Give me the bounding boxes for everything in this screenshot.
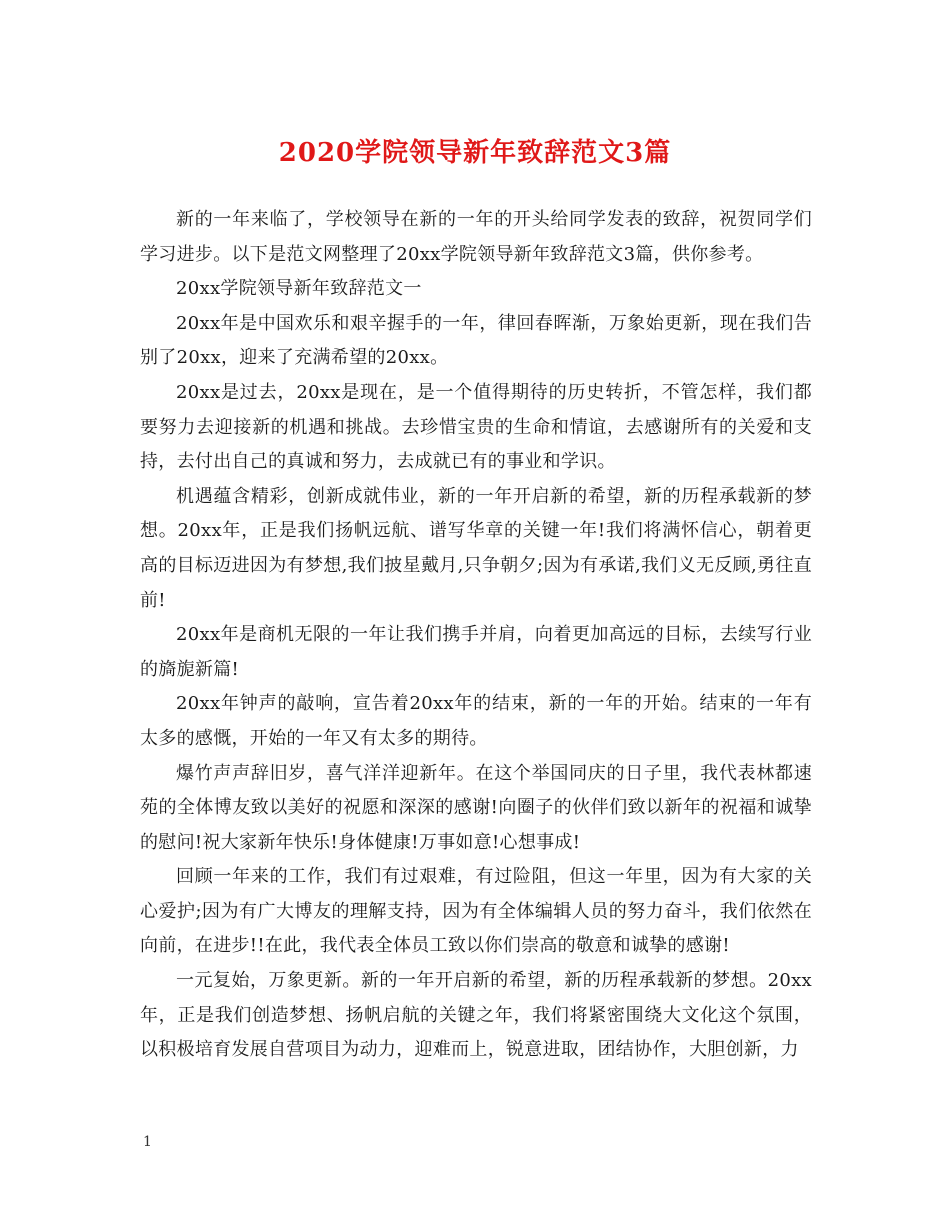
section-heading: 20xx学院领导新年致辞范文一 xyxy=(176,278,422,300)
paragraph-intro: 新的一年来临了，学校领导在新的一年的开头给同学发表的致辞，祝贺同学们学习进步。以下是范文网整理了20xx学院领导新年致辞范文3篇，供你参考。 xyxy=(140,209,812,265)
paragraph: 20xx是过去，20xx是现在，是一个值得期待的历史转折，不管怎样，我们都要努力去迎接新的机遇和挑战。去珍惜宝贵的生命和情谊，去感谢所有的关爱和支持，去付出自己的真诚和努力，去成就已有的事业和学识。 xyxy=(140,381,812,473)
paragraph: 20xx年是商机无限的一年让我们携手并肩，向着更加高远的目标，去续写行业的旖旎新篇! xyxy=(140,624,812,680)
paragraph: 一元复始，万象更新。新的一年开启新的希望，新的历程承载新的梦想。20xx年，正是我们创造梦想、扬帆启航的关键之年，我们将紧密围绕大文化这个氛围，以积极培育发展自营项目为动力，迎难而上，锐意进取，团结协作，大胆创新，力 xyxy=(140,970,812,1061)
paragraph: 20xx年钟声的敲响，宣告着20xx年的结束，新的一年的开始。结束的一年有太多的感慨，开始的一年又有太多的期待。 xyxy=(140,693,812,749)
paragraph: 爆竹声声辞旧岁，喜气洋洋迎新年。在这个举国同庆的日子里，我代表林都速苑的全体博友致以美好的祝愿和深深的感谢!向圈子的伙伴们致以新年的祝福和诚挚的慰问!祝大家新年快乐!身体健康!万事如意!心想事成! xyxy=(140,762,812,853)
document-title: 2020学院领导新年致辞范文3篇 xyxy=(278,138,672,168)
paragraph: 机遇蕴含精彩，创新成就伟业，新的一年开启新的希望，新的历程承载新的梦想。20xx年，正是我们扬帆远航、谱写华章的关键一年!我们将满怀信心，朝着更高的目标迈进因为有梦想,我们披星戴月,只争朝夕;因为有承诺,我们义无反顾,勇往直前! xyxy=(140,485,812,611)
paragraph: 回顾一年来的工作，我们有过艰难，有过险阻，但这一年里，因为有大家的关心爱护;因为有广大博友的理解支持，因为有全体编辑人员的努力奋斗，我们依然在向前，在进步!!在此，我代表全体员工致以你们崇高的敬意和诚挚的感谢! xyxy=(140,866,812,957)
page-number: 1 xyxy=(143,1134,152,1150)
paragraph: 20xx年是中国欢乐和艰辛握手的一年，律回春晖渐，万象始更新，现在我们告别了20xx，迎来了充满希望的20xx。 xyxy=(140,312,812,369)
document-body xyxy=(140,203,812,1068)
